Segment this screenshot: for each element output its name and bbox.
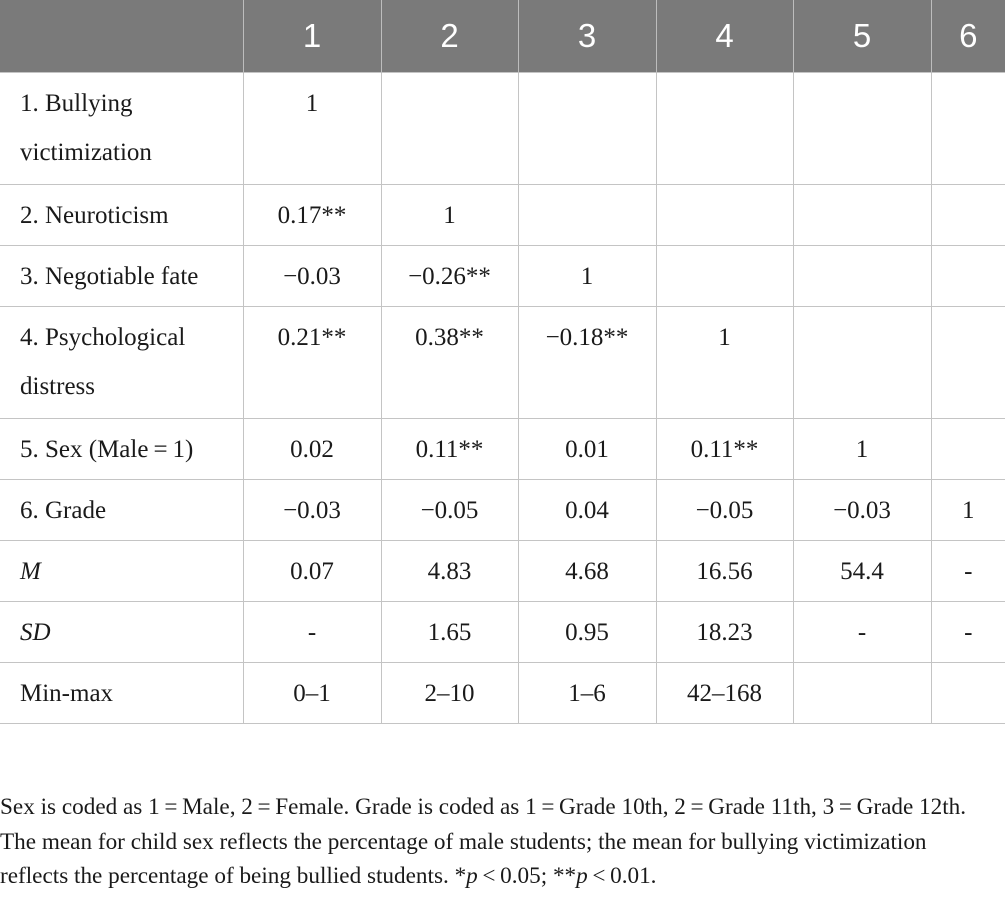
header-col-5: 5 xyxy=(793,0,931,72)
table-cell: −0.03 xyxy=(243,245,381,306)
table-cell: - xyxy=(793,601,931,662)
table-cell: 0.11** xyxy=(381,418,518,479)
header-row xyxy=(0,0,1005,72)
table-footnote xyxy=(0,790,1000,894)
table-cell: - xyxy=(931,540,1005,601)
table-cell: 42–168 xyxy=(656,662,793,723)
table-cell: 0.95 xyxy=(518,601,656,662)
table-cell: 1–6 xyxy=(518,662,656,723)
row-label: 6. Grade xyxy=(0,479,243,540)
table-cell xyxy=(931,306,1005,418)
table-cell: 1 xyxy=(381,184,518,245)
table-cell xyxy=(656,184,793,245)
table-cell xyxy=(793,306,931,418)
row-label: 3. Negotiable fate xyxy=(0,245,243,306)
table-cell xyxy=(793,72,931,184)
row-label: 5. Sex (Male = 1) xyxy=(0,418,243,479)
table-row xyxy=(0,418,1005,479)
row-label: Min-max xyxy=(0,662,243,723)
table-cell: 54.4 xyxy=(793,540,931,601)
table-row xyxy=(0,184,1005,245)
table-cell xyxy=(931,418,1005,479)
table-cell xyxy=(931,184,1005,245)
table-cell xyxy=(793,662,931,723)
table-cell: 1 xyxy=(243,72,381,184)
table-cell: 1 xyxy=(518,245,656,306)
table-cell: 1.65 xyxy=(381,601,518,662)
table-cell xyxy=(793,184,931,245)
table-row xyxy=(0,662,1005,723)
sig-threshold-2: < 0.01. xyxy=(587,863,657,889)
row-label: M xyxy=(0,540,243,601)
table-row xyxy=(0,306,1005,418)
table-cell xyxy=(931,662,1005,723)
table-cell xyxy=(656,245,793,306)
table-cell xyxy=(793,245,931,306)
table-cell: 4.83 xyxy=(381,540,518,601)
table-row xyxy=(0,245,1005,306)
table-cell: 1 xyxy=(931,479,1005,540)
row-label: 1. Bullying victimization xyxy=(0,72,243,184)
table-cell: −0.05 xyxy=(381,479,518,540)
table-body xyxy=(0,72,1005,723)
header-col-4: 4 xyxy=(656,0,793,72)
header-col-3: 3 xyxy=(518,0,656,72)
table-cell: 0.07 xyxy=(243,540,381,601)
table-cell: 0.04 xyxy=(518,479,656,540)
table-cell: 0.38** xyxy=(381,306,518,418)
header-col-2: 2 xyxy=(381,0,518,72)
table-cell: 1 xyxy=(793,418,931,479)
table-cell: −0.18** xyxy=(518,306,656,418)
table-cell: 0.01 xyxy=(518,418,656,479)
table-cell: 0.11** xyxy=(656,418,793,479)
sig-marker-1: * xyxy=(454,863,467,889)
table-row xyxy=(0,601,1005,662)
row-label: 4. Psychological distress xyxy=(0,306,243,418)
table-row xyxy=(0,72,1005,184)
table-cell xyxy=(931,245,1005,306)
table-cell: 0–1 xyxy=(243,662,381,723)
header-corner xyxy=(0,0,243,72)
table-cell: −0.03 xyxy=(243,479,381,540)
table-row xyxy=(0,540,1005,601)
footnote-text: Sex is coded as 1 = Male, 2 = Female. Grade is coded as 1 = Grade 10th, 2 = Grade 11th, 3 = Grade 12th. The mean for child sex reflects the percentage of male students; the mean for bullying victimization reflects the percentage of being bullied students. xyxy=(0,794,967,889)
table-cell: 1 xyxy=(656,306,793,418)
p-symbol: p xyxy=(576,863,588,889)
p-symbol: p xyxy=(466,863,478,889)
table-cell xyxy=(518,72,656,184)
table-cell: −0.03 xyxy=(793,479,931,540)
table-cell: 0.21** xyxy=(243,306,381,418)
table-cell: 2–10 xyxy=(381,662,518,723)
sig-threshold-1: < 0.05; xyxy=(477,863,553,889)
table-cell xyxy=(656,72,793,184)
table-cell: −0.05 xyxy=(656,479,793,540)
table-cell: - xyxy=(931,601,1005,662)
row-label: 2. Neuroticism xyxy=(0,184,243,245)
table-cell: −0.26** xyxy=(381,245,518,306)
table-header xyxy=(0,0,1005,72)
table-cell xyxy=(931,72,1005,184)
table-cell: 0.02 xyxy=(243,418,381,479)
table-cell: - xyxy=(243,601,381,662)
sig-marker-2: ** xyxy=(552,863,577,889)
row-label: SD xyxy=(0,601,243,662)
table-cell: 0.17** xyxy=(243,184,381,245)
table-cell: 18.23 xyxy=(656,601,793,662)
table-cell: 4.68 xyxy=(518,540,656,601)
table-cell xyxy=(518,184,656,245)
header-col-1: 1 xyxy=(243,0,381,72)
table-cell: 16.56 xyxy=(656,540,793,601)
header-col-6: 6 xyxy=(931,0,1005,72)
table-row xyxy=(0,479,1005,540)
table-cell xyxy=(381,72,518,184)
